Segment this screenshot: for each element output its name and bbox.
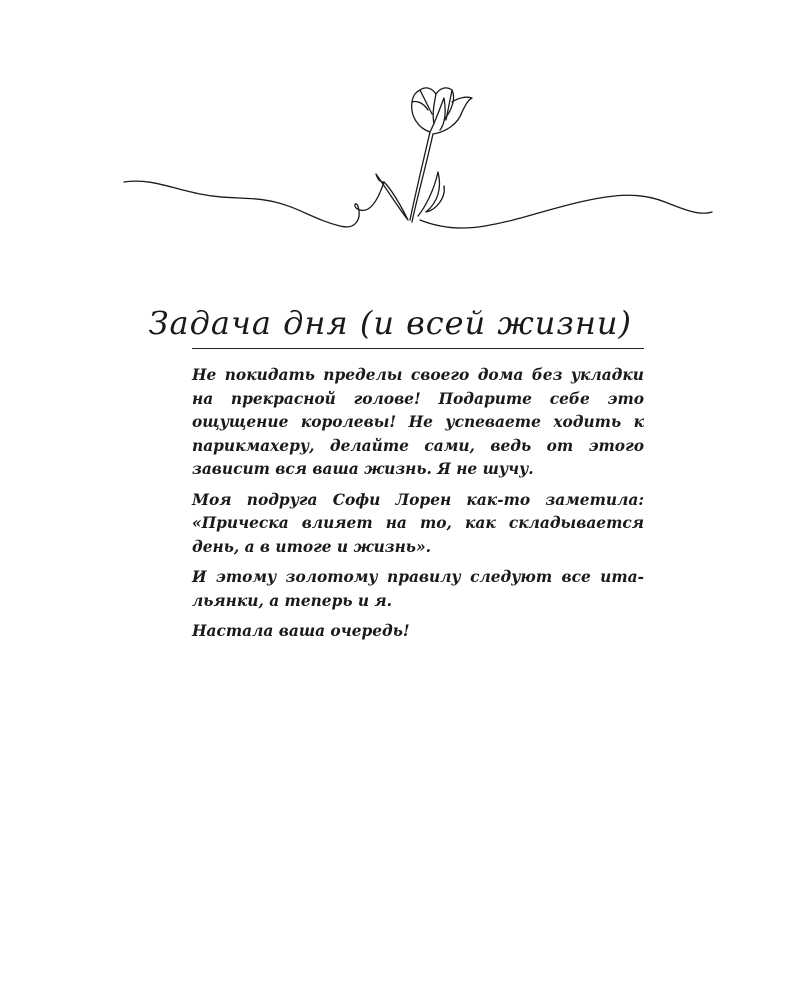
paragraph: Настала ваша очередь! bbox=[192, 622, 410, 640]
heading-block bbox=[148, 292, 644, 349]
body-text bbox=[192, 364, 644, 651]
page-title: Задача дня (и всей жизни) bbox=[148, 304, 632, 342]
paragraph: И этому золотому правилу следуют все итальянки, а теперь и я. bbox=[192, 568, 644, 610]
tulip-line-art-icon bbox=[0, 70, 800, 250]
paragraph: Моя подруга Софи Лорен как-то заметила: «Прическа влияет на то, как складывается день, а в итоге и жизнь». bbox=[192, 490, 644, 556]
paragraph: Не покидать пределы своего дома без укладки на прекрасной голове! Подарите себе это ощущение королевы! Не успеваете ходить к парикмахеру, делайте сами, ведь от этого зависит вся ваша жизнь. Я не шучу. bbox=[192, 366, 644, 478]
